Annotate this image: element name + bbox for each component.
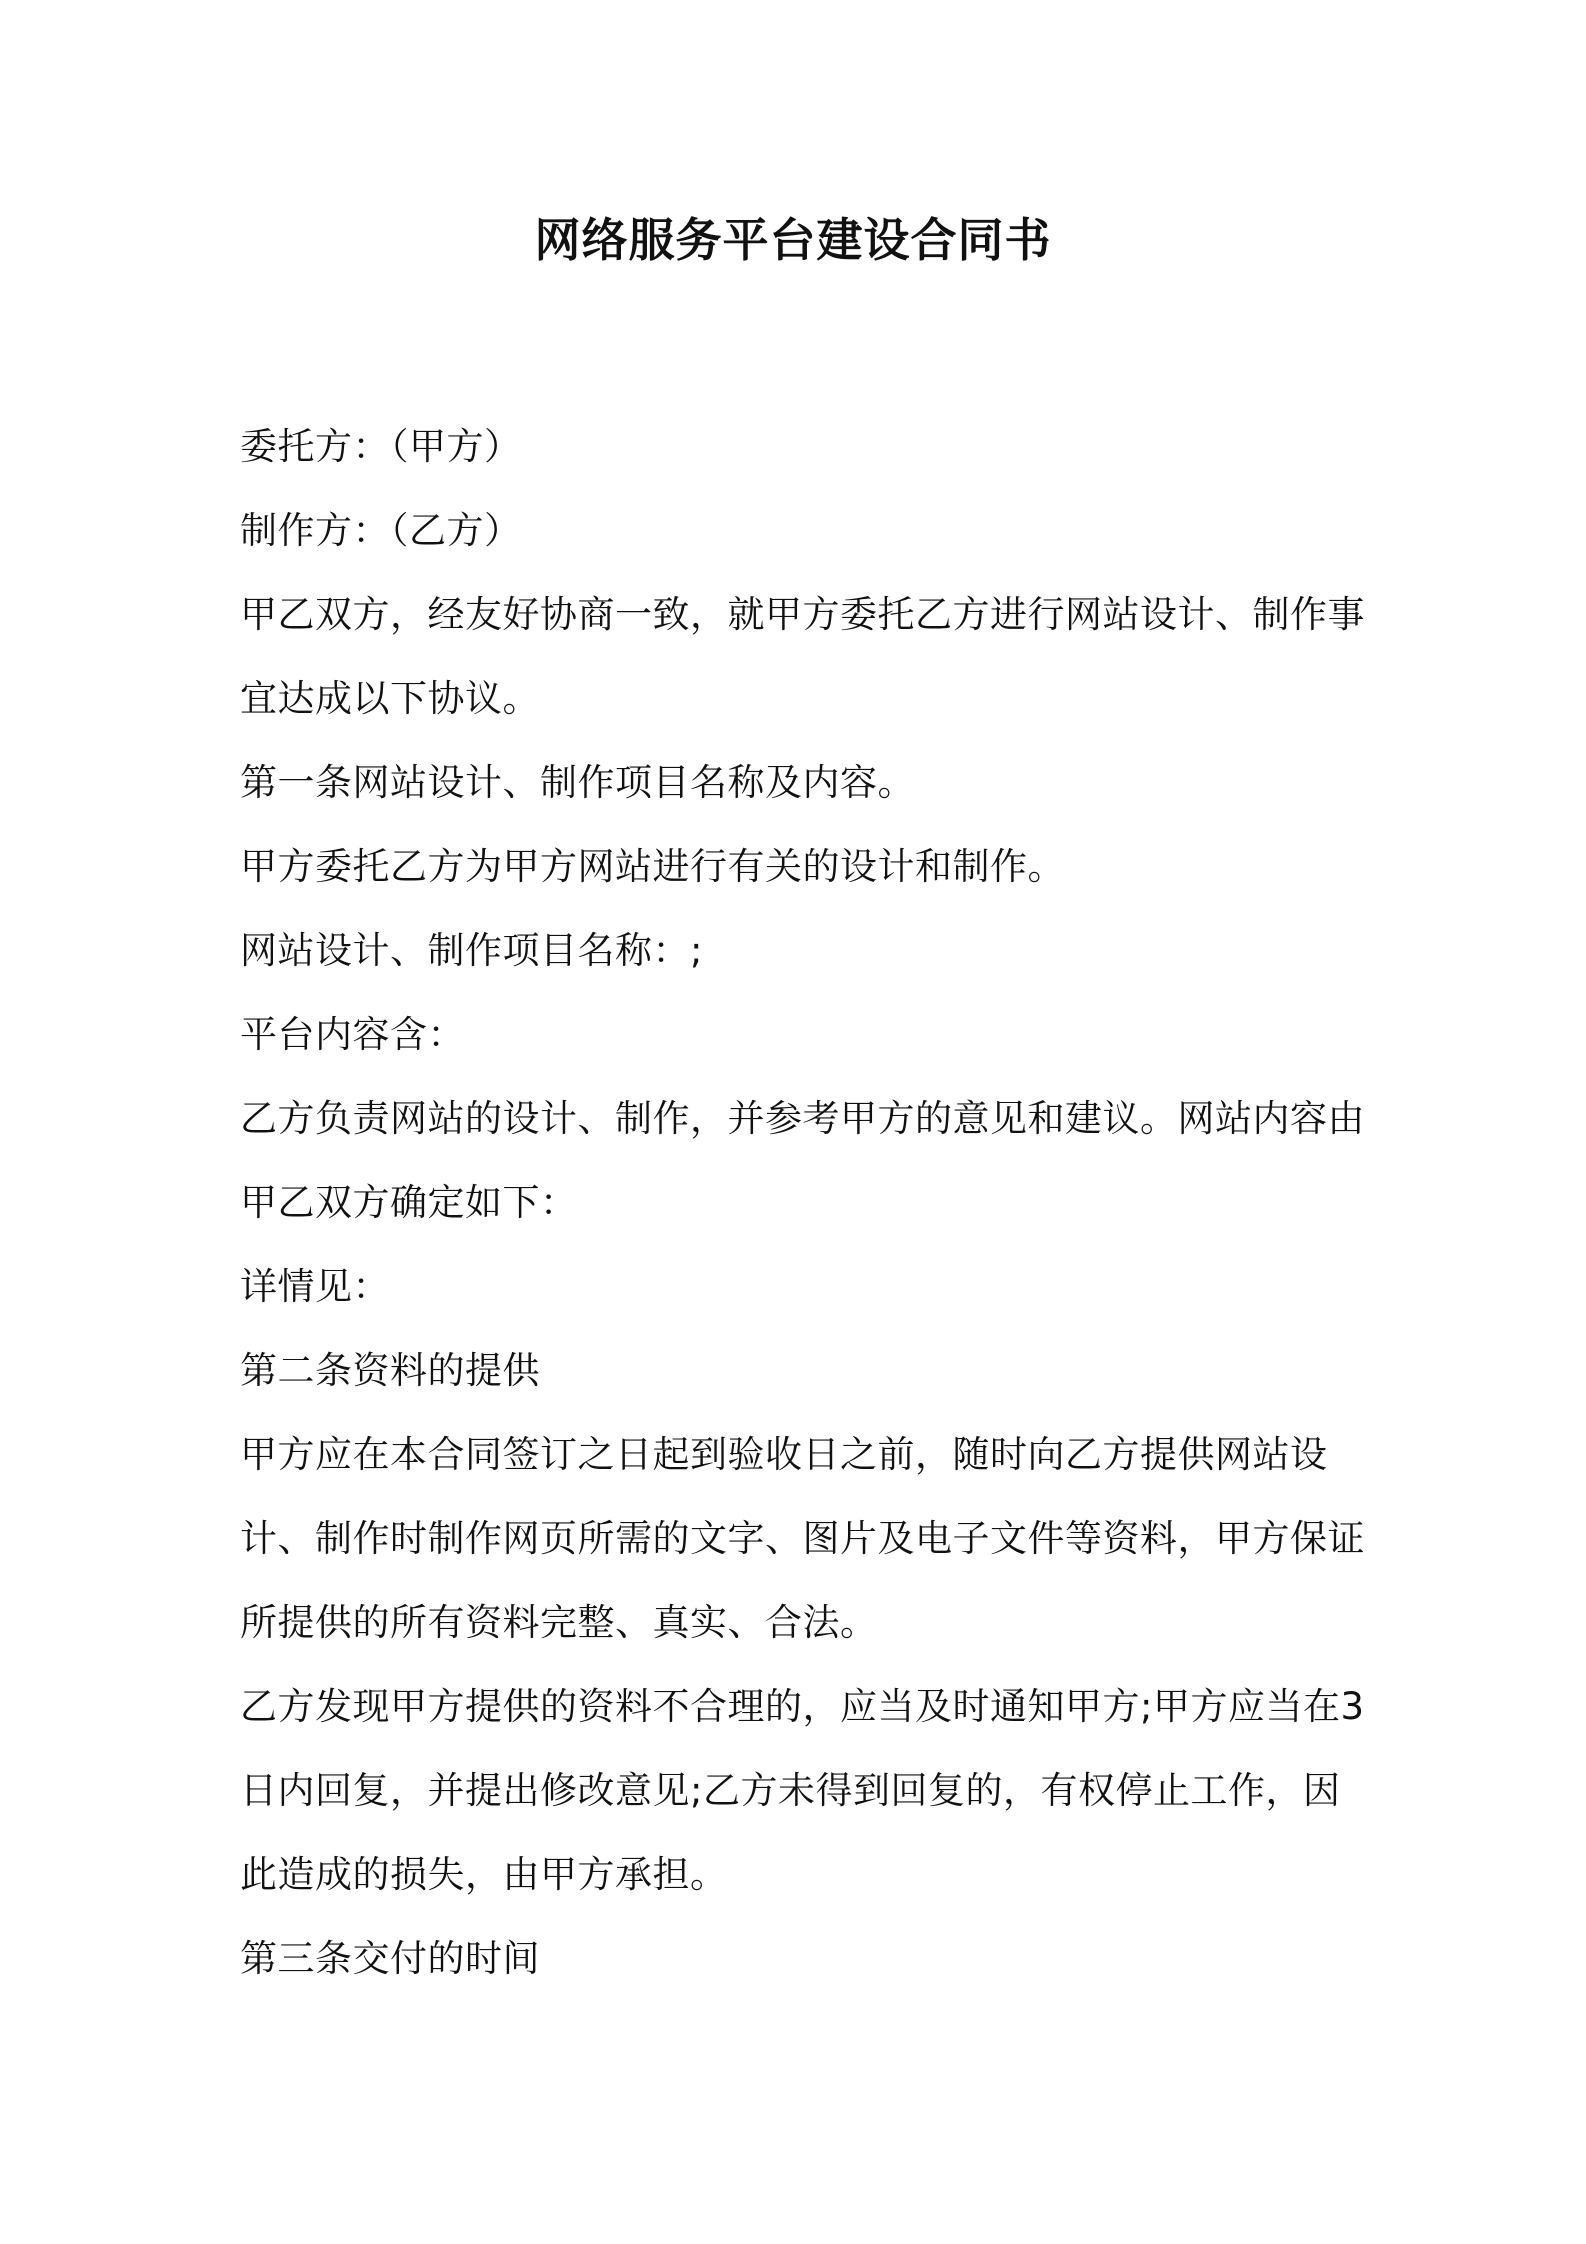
document-title: 网络服务平台建设合同书	[534, 213, 1052, 267]
intro-line-1: 甲乙双方，经友好协商一致，就甲方委托乙方进行网站设计、制作事	[240, 593, 1365, 636]
document-body	[240, 405, 1365, 2001]
article-2-line-6: 此造成的损失，由甲方承担。	[240, 1853, 728, 1896]
article-2-line-3: 所提供的所有资料完整、真实、合法。	[240, 1601, 878, 1644]
party-b-line: 制作方：（乙方）	[240, 509, 522, 552]
article-1-heading: 第一条网站设计、制作项目名称及内容。	[240, 761, 915, 804]
article-2-line-2: 计、制作时制作网页所需的文字、图片及电子文件等资料，甲方保证	[240, 1517, 1365, 1560]
article-2-line-1: 甲方应在本合同签订之日起到验收日之前，随时向乙方提供网站设	[240, 1433, 1328, 1476]
article-1-line-6: 详情见：	[240, 1265, 390, 1308]
party-a-line: 委托方：（甲方）	[240, 425, 522, 468]
article-2-heading: 第二条资料的提供	[240, 1349, 540, 1392]
article-1-line-1: 甲方委托乙方为甲方网站进行有关的设计和制作。	[240, 845, 1065, 888]
article-2-line-5: 日内回复，并提出修改意见;乙方未得到回复的，有权停止工作，因	[240, 1769, 1341, 1812]
article-1-line-4: 乙方负责网站的设计、制作，并参考甲方的意见和建议。网站内容由	[240, 1097, 1365, 1140]
article-1-line-3: 平台内容含：	[240, 1013, 465, 1056]
intro-line-2: 宜达成以下协议。	[240, 677, 540, 720]
article-3-heading: 第三条交付的时间	[240, 1937, 540, 1980]
article-2-line-4: 乙方发现甲方提供的资料不合理的，应当及时通知甲方;甲方应当在3	[240, 1685, 1365, 1728]
article-1-line-2: 网站设计、制作项目名称：;	[240, 929, 703, 972]
article-1-line-5: 甲乙双方确定如下：	[240, 1181, 578, 1224]
